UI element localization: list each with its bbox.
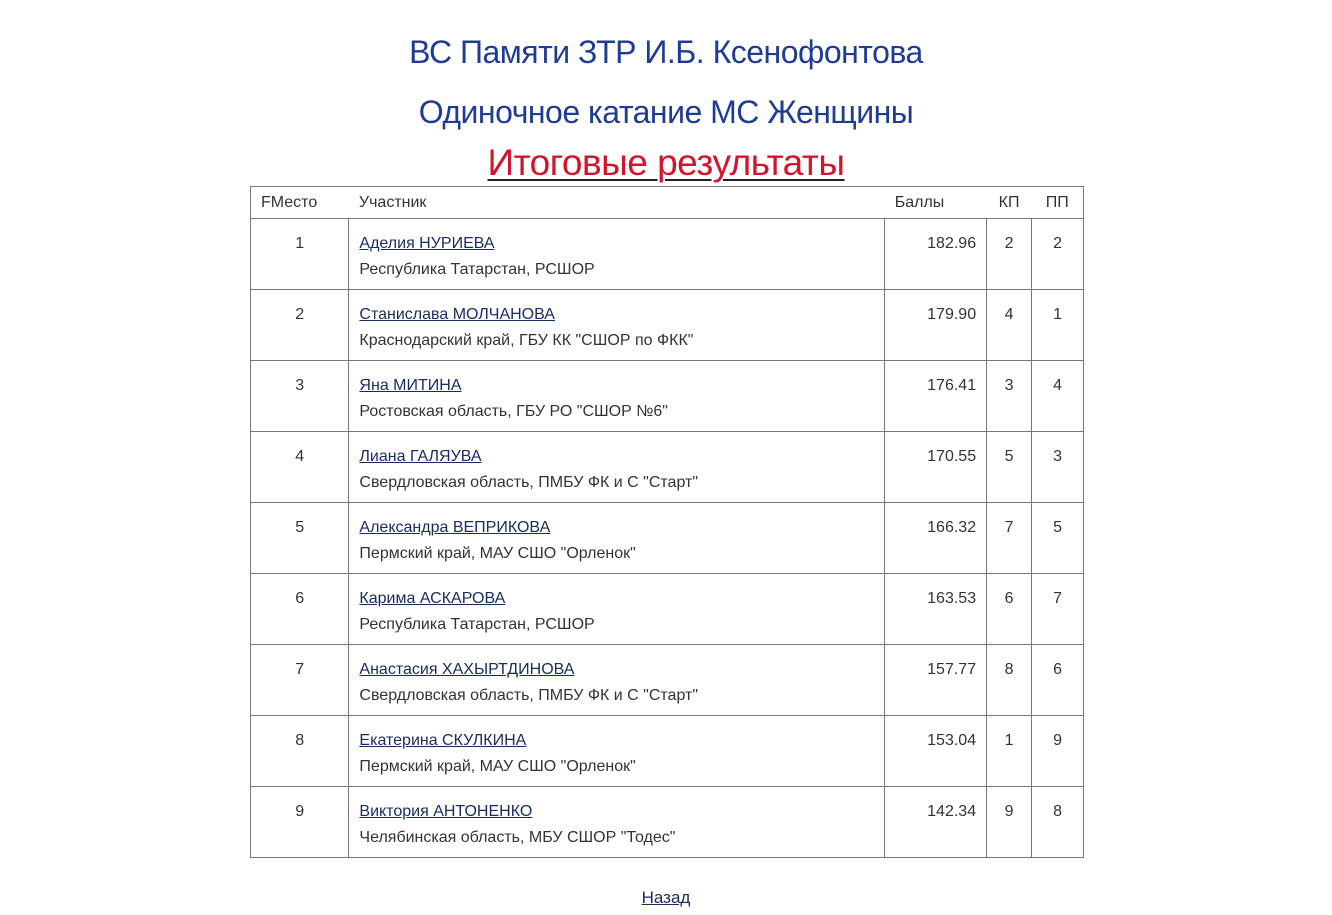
table-row bbox=[251, 290, 1084, 361]
participant-cell bbox=[349, 219, 885, 290]
participant-cell bbox=[349, 645, 885, 716]
athlete-club: Свердловская область, ПМБУ ФК и С "Старт" bbox=[359, 687, 699, 704]
athlete-name-link[interactable]: Лиана ГАЛЯУВА bbox=[359, 448, 482, 465]
column-header-kp: КП bbox=[987, 187, 1032, 219]
kp-cell: 8 bbox=[987, 645, 1032, 716]
table-row bbox=[251, 645, 1084, 716]
table-row bbox=[251, 503, 1084, 574]
athlete-club: Пермский край, МАУ СШО "Орленок" bbox=[359, 545, 636, 562]
score-cell: 157.77 bbox=[885, 645, 987, 716]
pp-cell: 2 bbox=[1032, 219, 1084, 290]
table-row bbox=[251, 787, 1084, 858]
athlete-club: Республика Татарстан, РСШОР bbox=[359, 616, 595, 633]
kp-cell: 5 bbox=[987, 432, 1032, 503]
athlete-club: Пермский край, МАУ СШО "Орленок" bbox=[359, 758, 636, 775]
pp-cell: 7 bbox=[1032, 574, 1084, 645]
participant-cell bbox=[349, 716, 885, 787]
athlete-name-link[interactable]: Александра ВЕПРИКОВА bbox=[359, 519, 551, 536]
kp-cell: 7 bbox=[987, 503, 1032, 574]
score-cell: 166.32 bbox=[885, 503, 987, 574]
place-cell: 8 bbox=[251, 716, 349, 787]
place-cell: 7 bbox=[251, 645, 349, 716]
results-body bbox=[251, 219, 1084, 858]
results-title-link[interactable]: Итоговые результаты bbox=[487, 142, 845, 183]
column-header-participant: Участник bbox=[349, 187, 885, 219]
athlete-club: Ростовская область, ГБУ РО "СШОР №6" bbox=[359, 403, 668, 420]
results-title bbox=[0, 140, 1332, 186]
pp-cell: 3 bbox=[1032, 432, 1084, 503]
column-header-pp: ПП bbox=[1032, 187, 1084, 219]
athlete-club: Свердловская область, ПМБУ ФК и С "Старт" bbox=[359, 474, 699, 491]
place-cell: 1 bbox=[251, 219, 349, 290]
pp-cell: 1 bbox=[1032, 290, 1084, 361]
athlete-club: Краснодарский край, ГБУ КК "СШОР по ФКК" bbox=[359, 332, 694, 349]
participant-cell bbox=[349, 787, 885, 858]
kp-cell: 2 bbox=[987, 219, 1032, 290]
table-row bbox=[251, 716, 1084, 787]
place-cell: 3 bbox=[251, 361, 349, 432]
participant-cell bbox=[349, 361, 885, 432]
category-title: Одиночное катание МС Женщины bbox=[418, 94, 914, 130]
athlete-name-link[interactable]: Карима АСКАРОВА bbox=[359, 590, 506, 607]
place-cell: 5 bbox=[251, 503, 349, 574]
score-cell: 179.90 bbox=[885, 290, 987, 361]
athlete-name-link[interactable]: Виктория АНТОНЕНКО bbox=[359, 803, 533, 820]
pp-cell: 6 bbox=[1032, 645, 1084, 716]
athlete-name-link[interactable]: Яна МИТИНА bbox=[359, 377, 462, 394]
pp-cell: 4 bbox=[1032, 361, 1084, 432]
athlete-club: Челябинская область, МБУ СШОР "Тодес" bbox=[359, 829, 676, 846]
column-header-score: Баллы bbox=[885, 187, 987, 219]
table-header-row bbox=[251, 187, 1084, 219]
participant-cell bbox=[349, 432, 885, 503]
athlete-name-link[interactable]: Станислава МОЛЧАНОВА bbox=[359, 306, 555, 323]
results-table bbox=[250, 186, 1084, 858]
kp-cell: 6 bbox=[987, 574, 1032, 645]
place-cell: 2 bbox=[251, 290, 349, 361]
athlete-name-link[interactable]: Аделия НУРИЕВА bbox=[359, 235, 495, 252]
participant-cell bbox=[349, 503, 885, 574]
place-cell: 4 bbox=[251, 432, 349, 503]
place-cell: 6 bbox=[251, 574, 349, 645]
back-nav bbox=[0, 888, 1332, 908]
score-cell: 142.34 bbox=[885, 787, 987, 858]
table-row bbox=[251, 361, 1084, 432]
table-row bbox=[251, 219, 1084, 290]
event-title: ВС Памяти ЗТР И.Б. Ксенофонтова bbox=[409, 34, 923, 70]
place-cell: 9 bbox=[251, 787, 349, 858]
athlete-club: Республика Татарстан, РСШОР bbox=[359, 261, 595, 278]
table-row bbox=[251, 432, 1084, 503]
score-cell: 182.96 bbox=[885, 219, 987, 290]
participant-cell bbox=[349, 574, 885, 645]
back-link[interactable]: Назад bbox=[641, 888, 691, 907]
score-cell: 170.55 bbox=[885, 432, 987, 503]
table-row bbox=[251, 574, 1084, 645]
kp-cell: 4 bbox=[987, 290, 1032, 361]
kp-cell: 9 bbox=[987, 787, 1032, 858]
pp-cell: 9 bbox=[1032, 716, 1084, 787]
pp-cell: 8 bbox=[1032, 787, 1084, 858]
score-cell: 163.53 bbox=[885, 574, 987, 645]
participant-cell bbox=[349, 290, 885, 361]
column-header-place: FМесто bbox=[251, 187, 349, 219]
athlete-name-link[interactable]: Екатерина СКУЛКИНА bbox=[359, 732, 527, 749]
score-cell: 153.04 bbox=[885, 716, 987, 787]
pp-cell: 5 bbox=[1032, 503, 1084, 574]
kp-cell: 3 bbox=[987, 361, 1032, 432]
kp-cell: 1 bbox=[987, 716, 1032, 787]
score-cell: 176.41 bbox=[885, 361, 987, 432]
athlete-name-link[interactable]: Анастасия ХАХЫРТДИНОВА bbox=[359, 661, 575, 678]
